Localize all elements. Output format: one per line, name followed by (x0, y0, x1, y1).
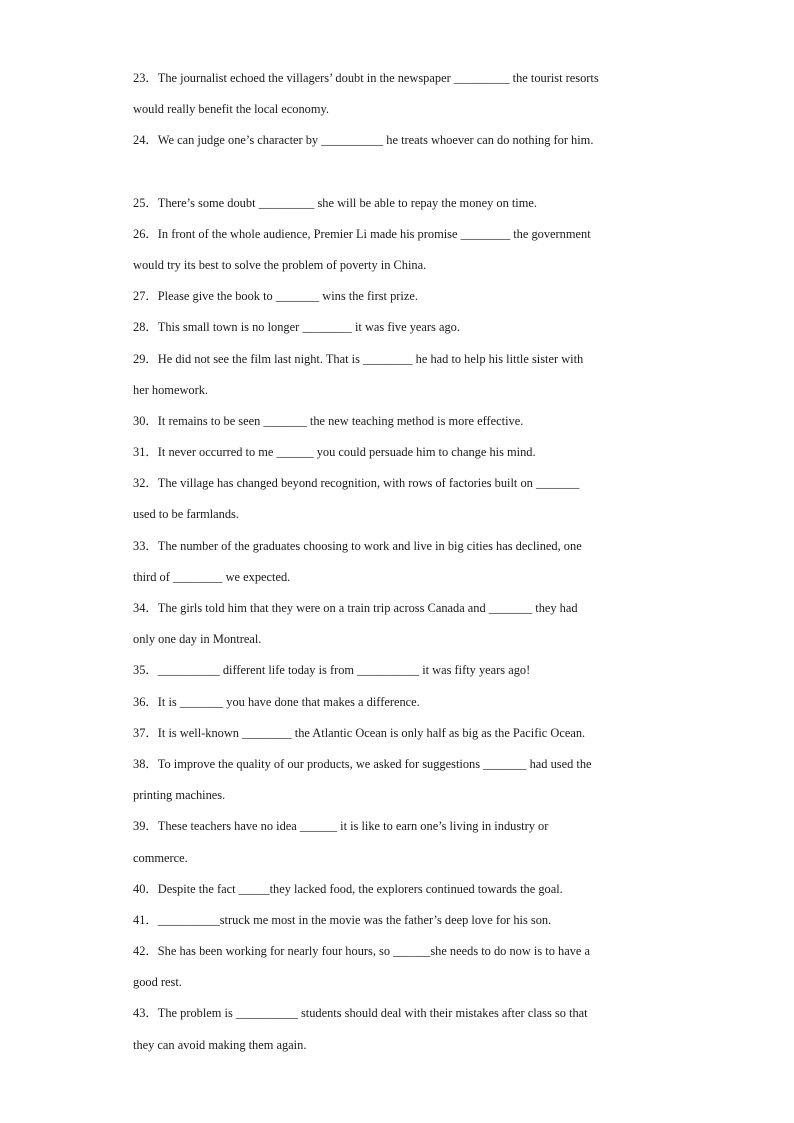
q39-line-2: commerce. (133, 850, 188, 865)
q26-line-1: 26．In front of the whole audience, Premier Li made his promise ________ the government (133, 226, 591, 241)
q43-line-1: 43．The problem is __________ students should deal with their mistakes after class so that (133, 1006, 588, 1021)
q29-line-2: her homework. (133, 382, 209, 397)
q43-line-2: they can avoid making them again. (133, 1037, 307, 1052)
q24-line-1: 24．We can judge one’s character by __________ he treats whoever can do nothing for him. (133, 133, 594, 148)
q33-line-2: third of ________ we expected. (133, 569, 291, 584)
q31-line-1: 31．It never occurred to me ______ you could persuade him to change his mind. (133, 445, 536, 460)
q39-line-1: 39．These teachers have no idea ______ it is like to earn one’s living in industry or (133, 819, 549, 834)
q32-line-2: used to be farmlands. (133, 507, 239, 522)
q28-line-1: 28．This small town is no longer ________ it was five years ago. (133, 320, 460, 335)
q29-line-1: 29．He did not see the film last night. That is ________ he had to help his little sister with (133, 351, 584, 366)
q32-line-1: 32．The village has changed beyond recognition, with rows of factories built on _______ (133, 476, 580, 491)
q23-line-2: would really benefit the local economy. (133, 102, 329, 117)
q40-line-1: 40．Despite the fact _____they lacked food, the explorers continued towards the goal. (133, 881, 563, 896)
q30-line-1: 30．It remains to be seen _______ the new teaching method is more effective. (133, 413, 524, 428)
q38-line-2: printing machines. (133, 788, 226, 803)
q38-line-1: 38．To improve the quality of our products, we asked for suggestions _______ had used the (133, 756, 592, 771)
document-page (133, 63, 663, 1061)
q35-line-1: 35．__________ different life today is from __________ it was fifty years ago! (133, 663, 531, 678)
q27-line-1: 27．Please give the book to _______ wins the first prize. (133, 289, 418, 304)
q36-line-1: 36．It is _______ you have done that makes a difference. (133, 694, 420, 709)
q41-line-1: 41．__________struck me most in the movie was the father’s deep love for his son. (133, 912, 552, 927)
q42-line-2: good rest. (133, 975, 182, 990)
q37-line-1: 37．It is well-known ________ the Atlantic Ocean is only half as big as the Pacific Ocean. (133, 725, 586, 740)
q25-line-1: 25．There’s some doubt _________ she will be able to repay the money on time. (133, 195, 537, 210)
q23-line-1: 23．The journalist echoed the villagers’ doubt in the newspaper _________ the tourist resorts (133, 71, 599, 85)
q34-line-1: 34．The girls told him that they were on a train trip across Canada and _______ they had (133, 601, 578, 615)
q33-line-1: 33．The number of the graduates choosing to work and live in big cities has declined, one (133, 538, 582, 553)
q26-line-2: would try its best to solve the problem of poverty in China. (133, 257, 427, 272)
q34-line-2: only one day in Montreal. (133, 632, 262, 647)
blank-gap (133, 157, 663, 188)
q42-line-1: 42．She has been working for nearly four hours, so ______she needs to do now is to have a (133, 944, 590, 959)
